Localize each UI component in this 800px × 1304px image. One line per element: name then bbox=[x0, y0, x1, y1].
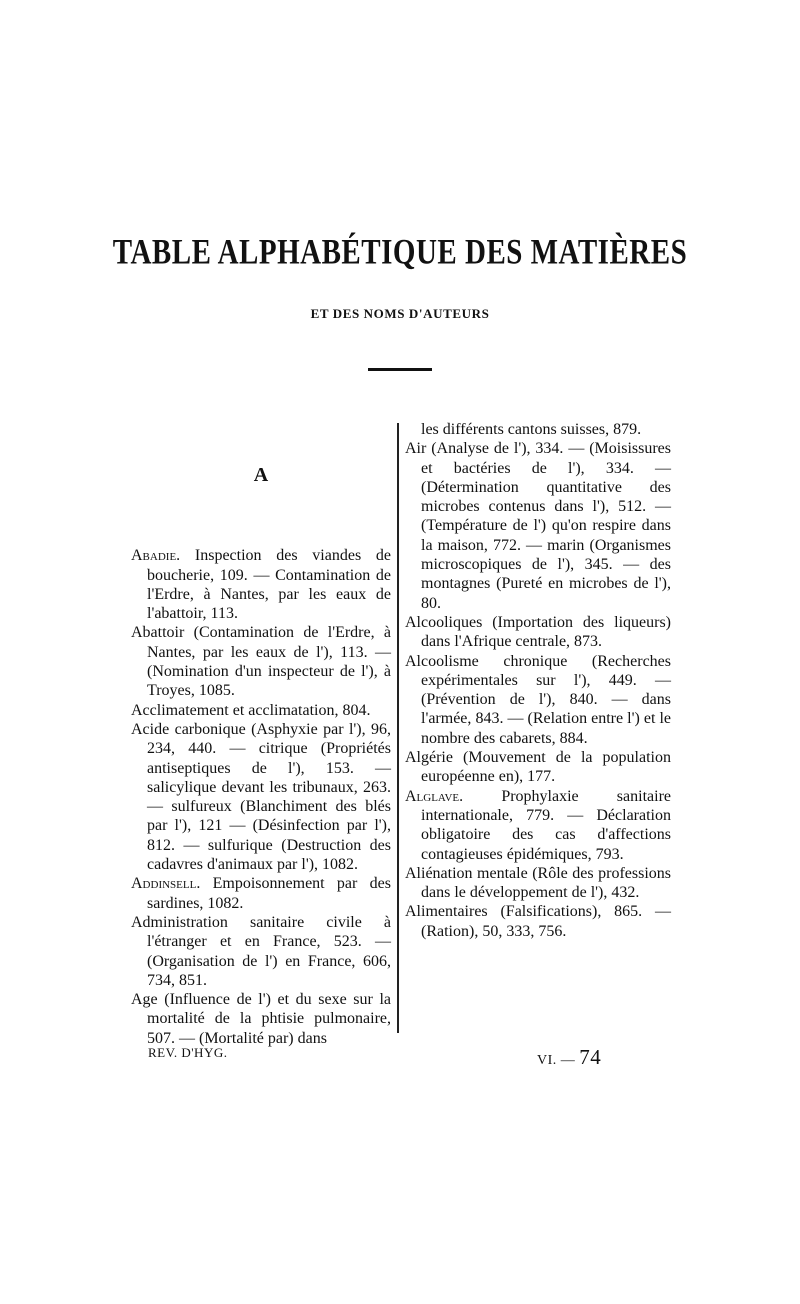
section-letter: A bbox=[253, 464, 269, 486]
right-column bbox=[405, 420, 671, 941]
index-entry bbox=[131, 990, 391, 1048]
index-entry bbox=[405, 864, 671, 903]
left-column bbox=[131, 420, 391, 1048]
right-entries bbox=[405, 420, 671, 941]
index-entry bbox=[131, 720, 391, 874]
index-entry bbox=[131, 623, 391, 700]
page-title: TABLE ALPHABÉTIQUE DES MATIÈRES bbox=[112, 232, 688, 272]
entry-author: Abadie bbox=[131, 547, 177, 565]
entry-text: Abattoir (Contamination de l'Erdre, à Nantes, par les eaux de l'), 113. — (Nomination d'un inspecteur de l'), à Troyes, 1085. bbox=[131, 624, 391, 700]
index-entry bbox=[405, 439, 671, 613]
entry-text: Administration sanitaire civile à l'étranger et en France, 523. — (Organisation de l') en France, 606, 734, 851. bbox=[131, 913, 391, 989]
entry-text: Alcoolisme chronique (Recherches expérimentales sur l'), 449. — (Prévention de l'), 840. — dans l'armée, 843. — (Relation entre l') et le nombre des cabarets, 884. bbox=[405, 652, 671, 747]
entry-author: Alglave bbox=[405, 787, 460, 805]
page-subtitle: ET DES NOMS D'AUTEURS bbox=[310, 306, 490, 321]
entry-text: Aliénation mentale (Rôle des professions dans le développement de l'), 432. bbox=[405, 864, 671, 902]
index-entry bbox=[405, 902, 671, 941]
footer-volume: VI. — bbox=[537, 1053, 576, 1068]
entry-text: . Empoisonnement par des sardines, 1082. bbox=[147, 875, 391, 912]
index-entry bbox=[131, 913, 391, 990]
index-entry bbox=[405, 652, 671, 748]
entry-text: Alimentaires (Falsifications), 865. — (Ration), 50, 333, 756. bbox=[405, 903, 671, 940]
index-entry bbox=[131, 546, 391, 623]
entry-text: . Inspection des viandes de boucherie, 109. — Contamination de l'Erdre, à Nantes, par les eaux de l'abattoir, 113. bbox=[147, 547, 391, 623]
footer-journal: REV. D'HYG. bbox=[148, 1045, 228, 1060]
entry-text: . Prophylaxie sanitaire internationale, 779. — Déclaration obligatoire des cas d'affections contagieuses épidémiques, 793. bbox=[421, 787, 671, 863]
index-entry bbox=[405, 613, 671, 652]
entry-text: Acide carbonique (Asphyxie par l'), 96, 234, 440. — citrique (Propriétés antiseptiques de l'), 153. — salicylique devant les tribunaux, 263. — sulfureux (Blanchiment des blés par l'), 121 — (Désinfection par l'), 812. — sulfurique (Destruction des cadavres d'animaux par l'), 1082. bbox=[131, 720, 391, 874]
entry-text: Air (Analyse de l'), 334. — (Moisissures et bactéries de l'), 334. — (Détermination quantitative des microbes contenus dans l'), 512. — (Température de l') qu'on respire dans la maison, 772. — marin (Organismes microscopiques de l'), 345. — des montagnes (Pureté en microbes de l'), 80. bbox=[405, 440, 671, 612]
left-entries bbox=[131, 546, 391, 1048]
entry-text: Alcooliques (Importation des liqueurs) dans l'Afrique centrale, 873. bbox=[405, 613, 671, 651]
entry-text: les différents cantons suisses, 879. bbox=[421, 421, 642, 438]
index-entry bbox=[405, 787, 671, 864]
title-rule bbox=[368, 368, 432, 371]
index-entry bbox=[405, 748, 671, 787]
footer-signature bbox=[537, 1045, 601, 1070]
entry-text: Age (Influence de l') et du sexe sur la mortalité de la phtisie pulmonaire, 507. — (Mortalité par) dans bbox=[131, 991, 391, 1047]
column-divider bbox=[397, 423, 399, 1033]
entry-text: Acclimatement et acclimatation, 804. bbox=[131, 701, 371, 719]
index-entry bbox=[131, 701, 391, 720]
index-entry bbox=[405, 420, 671, 439]
footer-sheet-number: 74 bbox=[579, 1045, 602, 1069]
entry-author: Addinsell bbox=[131, 875, 197, 893]
index-entry bbox=[131, 874, 391, 913]
entry-text: Algérie (Mouvement de la population européenne en), 177. bbox=[405, 749, 671, 786]
